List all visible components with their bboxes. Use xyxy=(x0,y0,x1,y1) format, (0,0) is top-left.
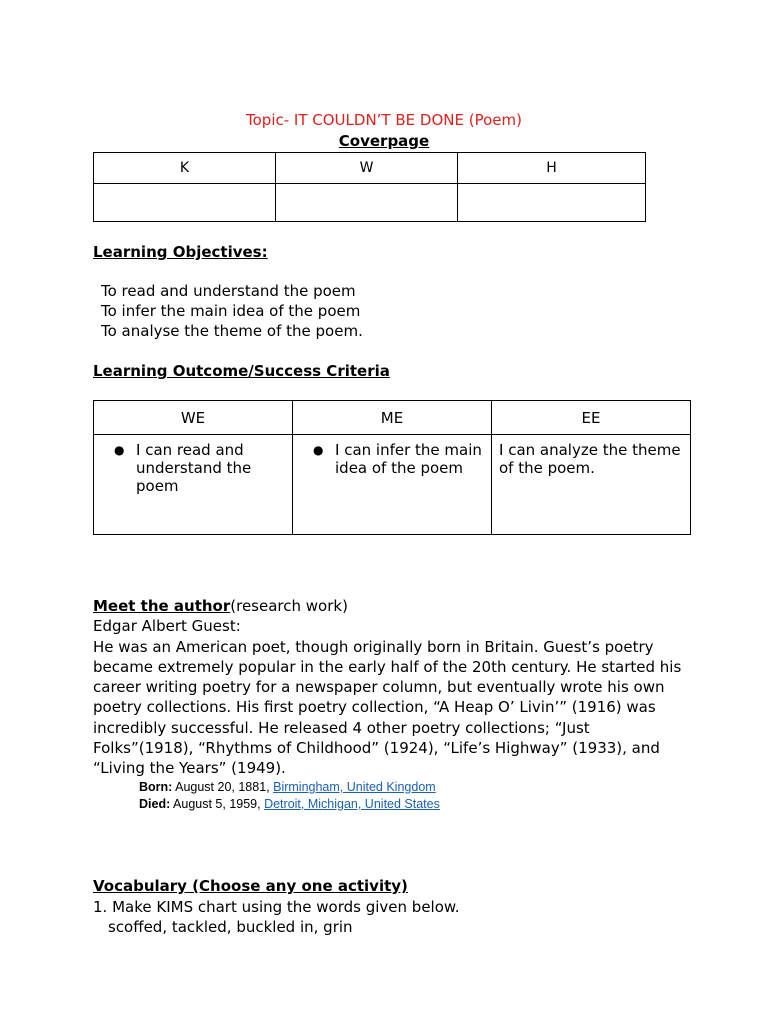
kwh-cell-h xyxy=(458,184,646,222)
vocabulary-item: 1. Make KIMS chart using the words given below. xyxy=(93,897,460,916)
deathplace-link[interactable]: Detroit, Michigan, United States xyxy=(264,797,440,811)
author-name: Edgar Albert Guest: xyxy=(93,617,241,636)
kwh-header-w: W xyxy=(276,153,458,184)
vocabulary-heading: Vocabulary (Choose any one activity) xyxy=(93,877,408,895)
kwh-cell-k xyxy=(94,184,276,222)
success-criteria-heading: Learning Outcome/Success Criteria xyxy=(93,362,390,380)
kwh-header-h: H xyxy=(458,153,646,184)
bullet-icon: ● xyxy=(114,443,125,457)
learning-objectives-heading: Learning Objectives: xyxy=(93,243,268,261)
author-heading: Meet the author(research work) xyxy=(93,597,348,615)
criteria-header-ee: EE xyxy=(492,401,691,435)
kwh-cell-w xyxy=(276,184,458,222)
author-facts xyxy=(139,779,440,813)
criteria-header-we: WE xyxy=(94,401,293,435)
learning-objectives-list xyxy=(101,281,363,341)
objective-item: To analyse the theme of the poem. xyxy=(101,322,363,340)
birthplace-link[interactable]: Birmingham, United Kingdom xyxy=(273,780,436,794)
bullet-icon: ● xyxy=(313,443,324,457)
success-criteria-table xyxy=(93,400,691,535)
vocabulary-section xyxy=(93,876,460,938)
criteria-cell-we: ● I can read and understand the poem xyxy=(94,435,293,535)
criteria-cell-me: ● I can infer the main idea of the poem xyxy=(293,435,492,535)
kwh-header-k: K xyxy=(94,153,276,184)
died-line: Died: August 5, 1959, Detroit, Michigan, United States xyxy=(139,797,440,811)
criteria-cell-ee: I can analyze the theme of the poem. xyxy=(492,435,691,535)
objective-item: To read and understand the poem xyxy=(101,282,356,300)
objective-item: To infer the main idea of the poem xyxy=(101,302,361,320)
author-bio: He was an American poet, though originally born in Britain. Guest’s poetry became extremely popular in the early half of the 20th century. He started his career writing poetry for a newspaper column, but eventually wrote his own poetry collections. His first poetry collection, “A Heap O’ Livin’” (1916) was incredibly successful. He released 4 other poetry collections; “Just Folks”(1918), “Rhythms of Childhood” (1924), “Life’s Highway” (1933), and “Living the Years” (1949). xyxy=(93,637,682,778)
kwh-table xyxy=(93,152,646,222)
vocabulary-words: scoffed, tackled, buckled in, grin xyxy=(108,918,353,936)
born-line: Born: August 20, 1881, Birmingham, United Kingdom xyxy=(139,780,436,794)
coverpage-heading: Coverpage xyxy=(338,132,430,150)
page-title: Topic- IT COULDN’T BE DONE (Poem) xyxy=(246,111,522,129)
criteria-header-me: ME xyxy=(293,401,492,435)
author-section xyxy=(93,596,683,779)
